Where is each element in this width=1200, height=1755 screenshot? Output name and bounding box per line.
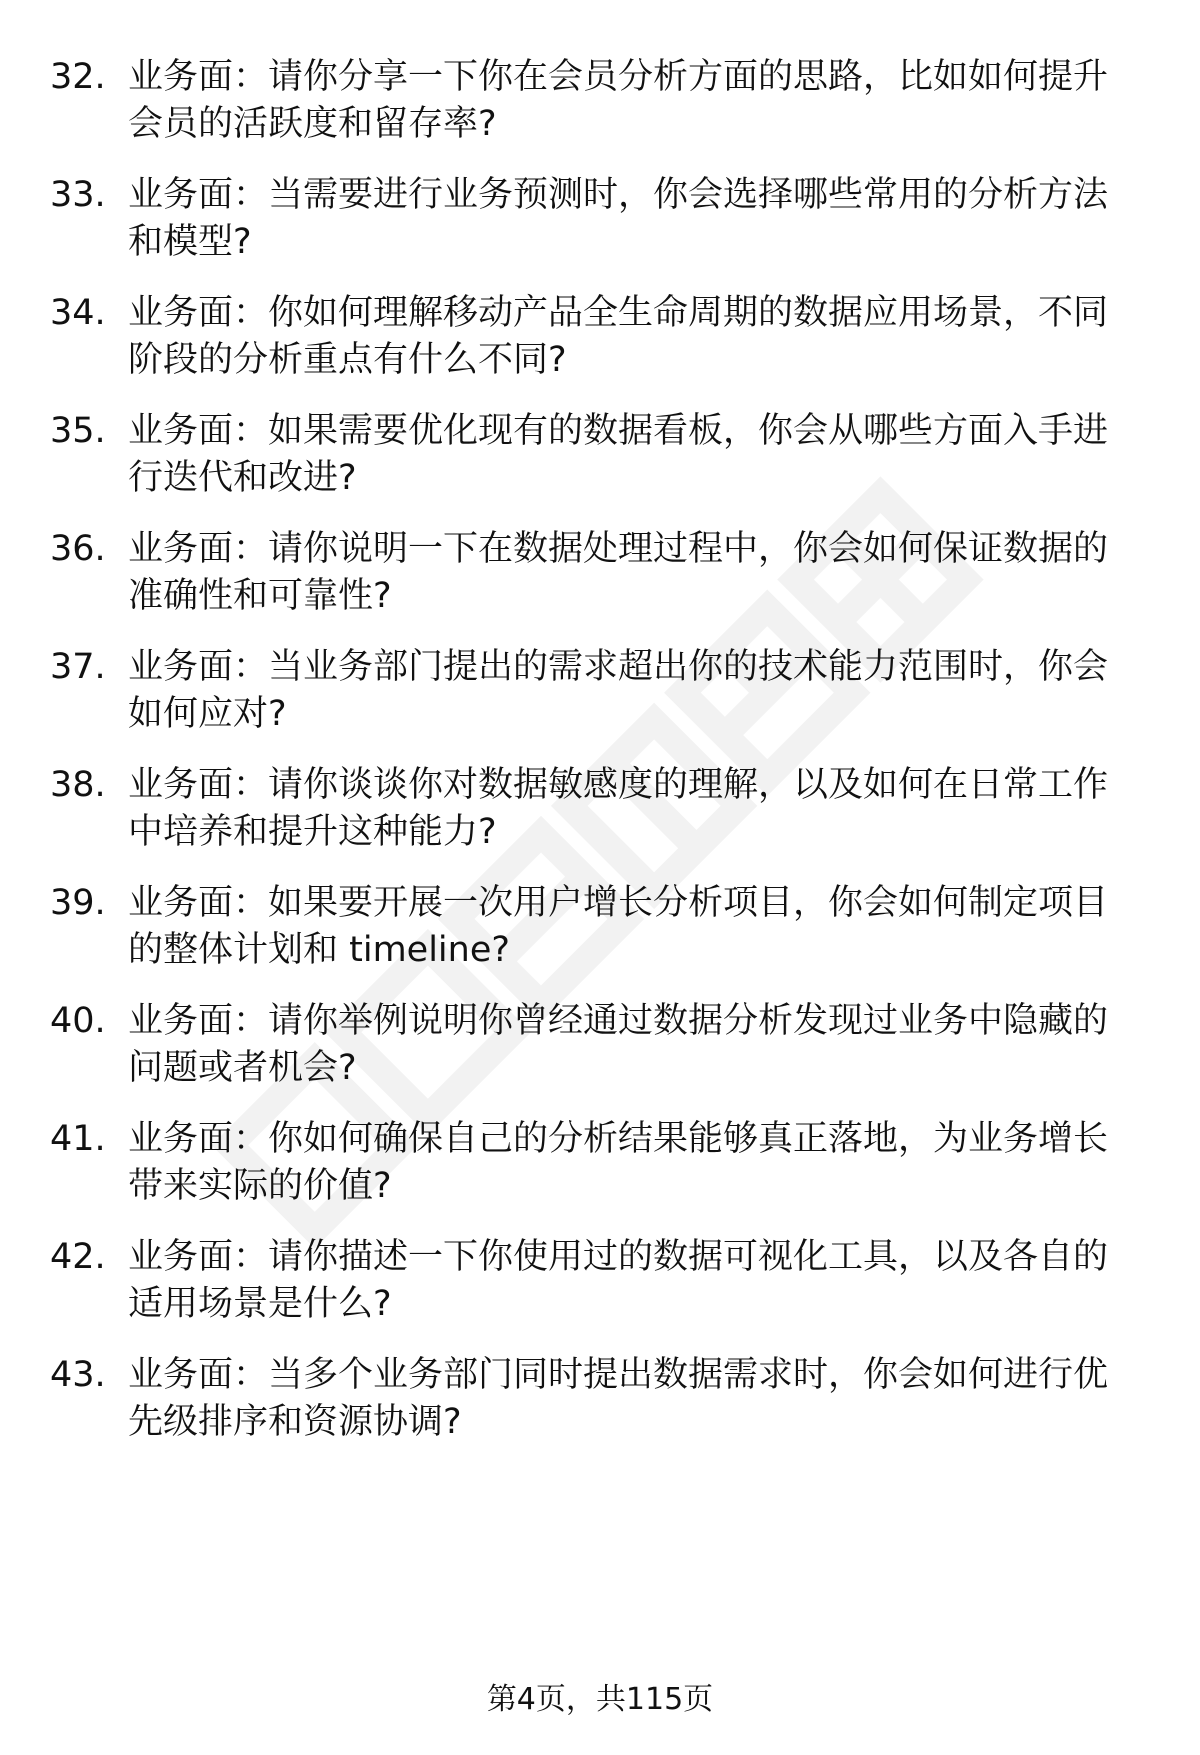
- question-text: 业务面：请你举例说明你曾经通过数据分析发现过业务中隐藏的问题或者机会?: [128, 1001, 1109, 1088]
- question-number: 42.: [50, 1237, 106, 1277]
- question-number: 32.: [50, 57, 106, 97]
- question-text: 业务面：请你说明一下在数据处理过程中，你会如何保证数据的准确性和可靠性?: [128, 529, 1109, 616]
- question-text: 业务面：当多个业务部门同时提出数据需求时，你会如何进行优先级排序和资源协调?: [128, 1355, 1109, 1442]
- question-number: 39.: [50, 883, 106, 923]
- question-text: 业务面：你如何理解移动产品全生命周期的数据应用场景，不同阶段的分析重点有什么不同?: [128, 293, 1109, 380]
- page-footer: 第4页，共115页: [486, 1682, 714, 1717]
- question-text: 业务面：你如何确保自己的分析结果能够真正落地，为业务增长带来实际的价值?: [128, 1119, 1109, 1206]
- question-number: 34.: [50, 293, 106, 333]
- question-text: 业务面：请你描述一下你使用过的数据可视化工具，以及各自的适用场景是什么?: [128, 1237, 1109, 1324]
- question-text: 业务面：当业务部门提出的需求超出你的技术能力范围时，你会如何应对?: [128, 647, 1109, 734]
- question-number: 41.: [50, 1119, 106, 1159]
- question-number: 37.: [50, 647, 106, 687]
- question-text: 业务面：如果需要优化现有的数据看板，你会从哪些方面入手进行迭代和改进?: [128, 411, 1109, 498]
- question-number: 33.: [50, 175, 106, 215]
- question-number: 43.: [50, 1355, 106, 1395]
- question-number: 38.: [50, 765, 106, 805]
- question-number: 36.: [50, 529, 106, 569]
- question-number: 40.: [50, 1001, 106, 1041]
- question-text: 业务面：当需要进行业务预测时，你会选择哪些常用的分析方法和模型?: [128, 175, 1109, 262]
- question-number: 35.: [50, 411, 106, 451]
- question-text: 业务面：如果要开展一次用户增长分析项目，你会如何制定项目的整体计划和 timeline?: [128, 883, 1109, 970]
- question-text: 业务面：请你分享一下你在会员分析方面的思路，比如如何提升会员的活跃度和留存率?: [128, 57, 1109, 144]
- question-text: 业务面：请你谈谈你对数据敏感度的理解，以及如何在日常工作中培养和提升这种能力?: [128, 765, 1109, 852]
